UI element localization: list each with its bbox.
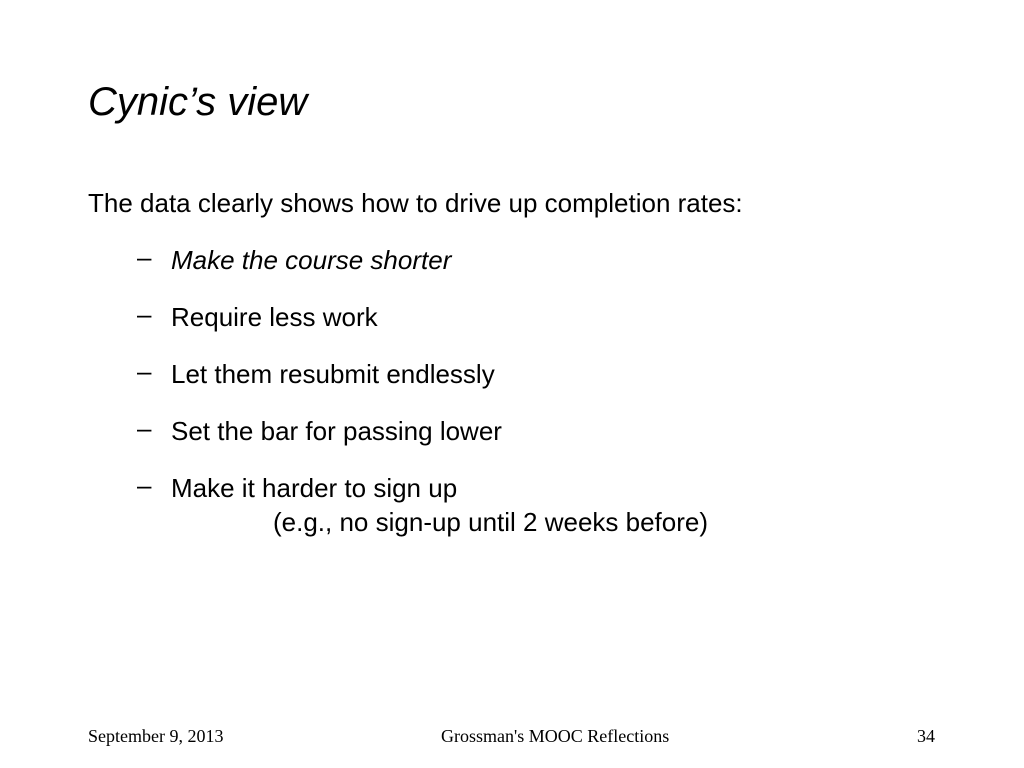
bullet-text: Let them resubmit endlessly (171, 359, 495, 389)
footer-date: September 9, 2013 (88, 726, 224, 746)
footer-title: Grossman's MOOC Reflections (441, 726, 670, 746)
dash-marker: – (137, 413, 152, 443)
dash-marker: – (137, 356, 152, 386)
bullet-subtext: (e.g., no sign-up until 2 weeks before) (273, 507, 709, 537)
bullet-text: Set the bar for passing lower (171, 416, 502, 446)
slide-title: Cynic’s view (88, 80, 308, 124)
dash-marker: – (137, 470, 152, 500)
page-number: 34 (917, 726, 935, 746)
dash-marker: – (137, 242, 152, 272)
intro-text: The data clearly shows how to drive up completion rates: (88, 188, 743, 218)
bullet-text: Require less work (171, 302, 378, 332)
bullet-text: Make it harder to sign up (171, 473, 458, 503)
bullet-text: Make the course shorter (171, 245, 452, 275)
dash-marker: – (137, 299, 152, 329)
